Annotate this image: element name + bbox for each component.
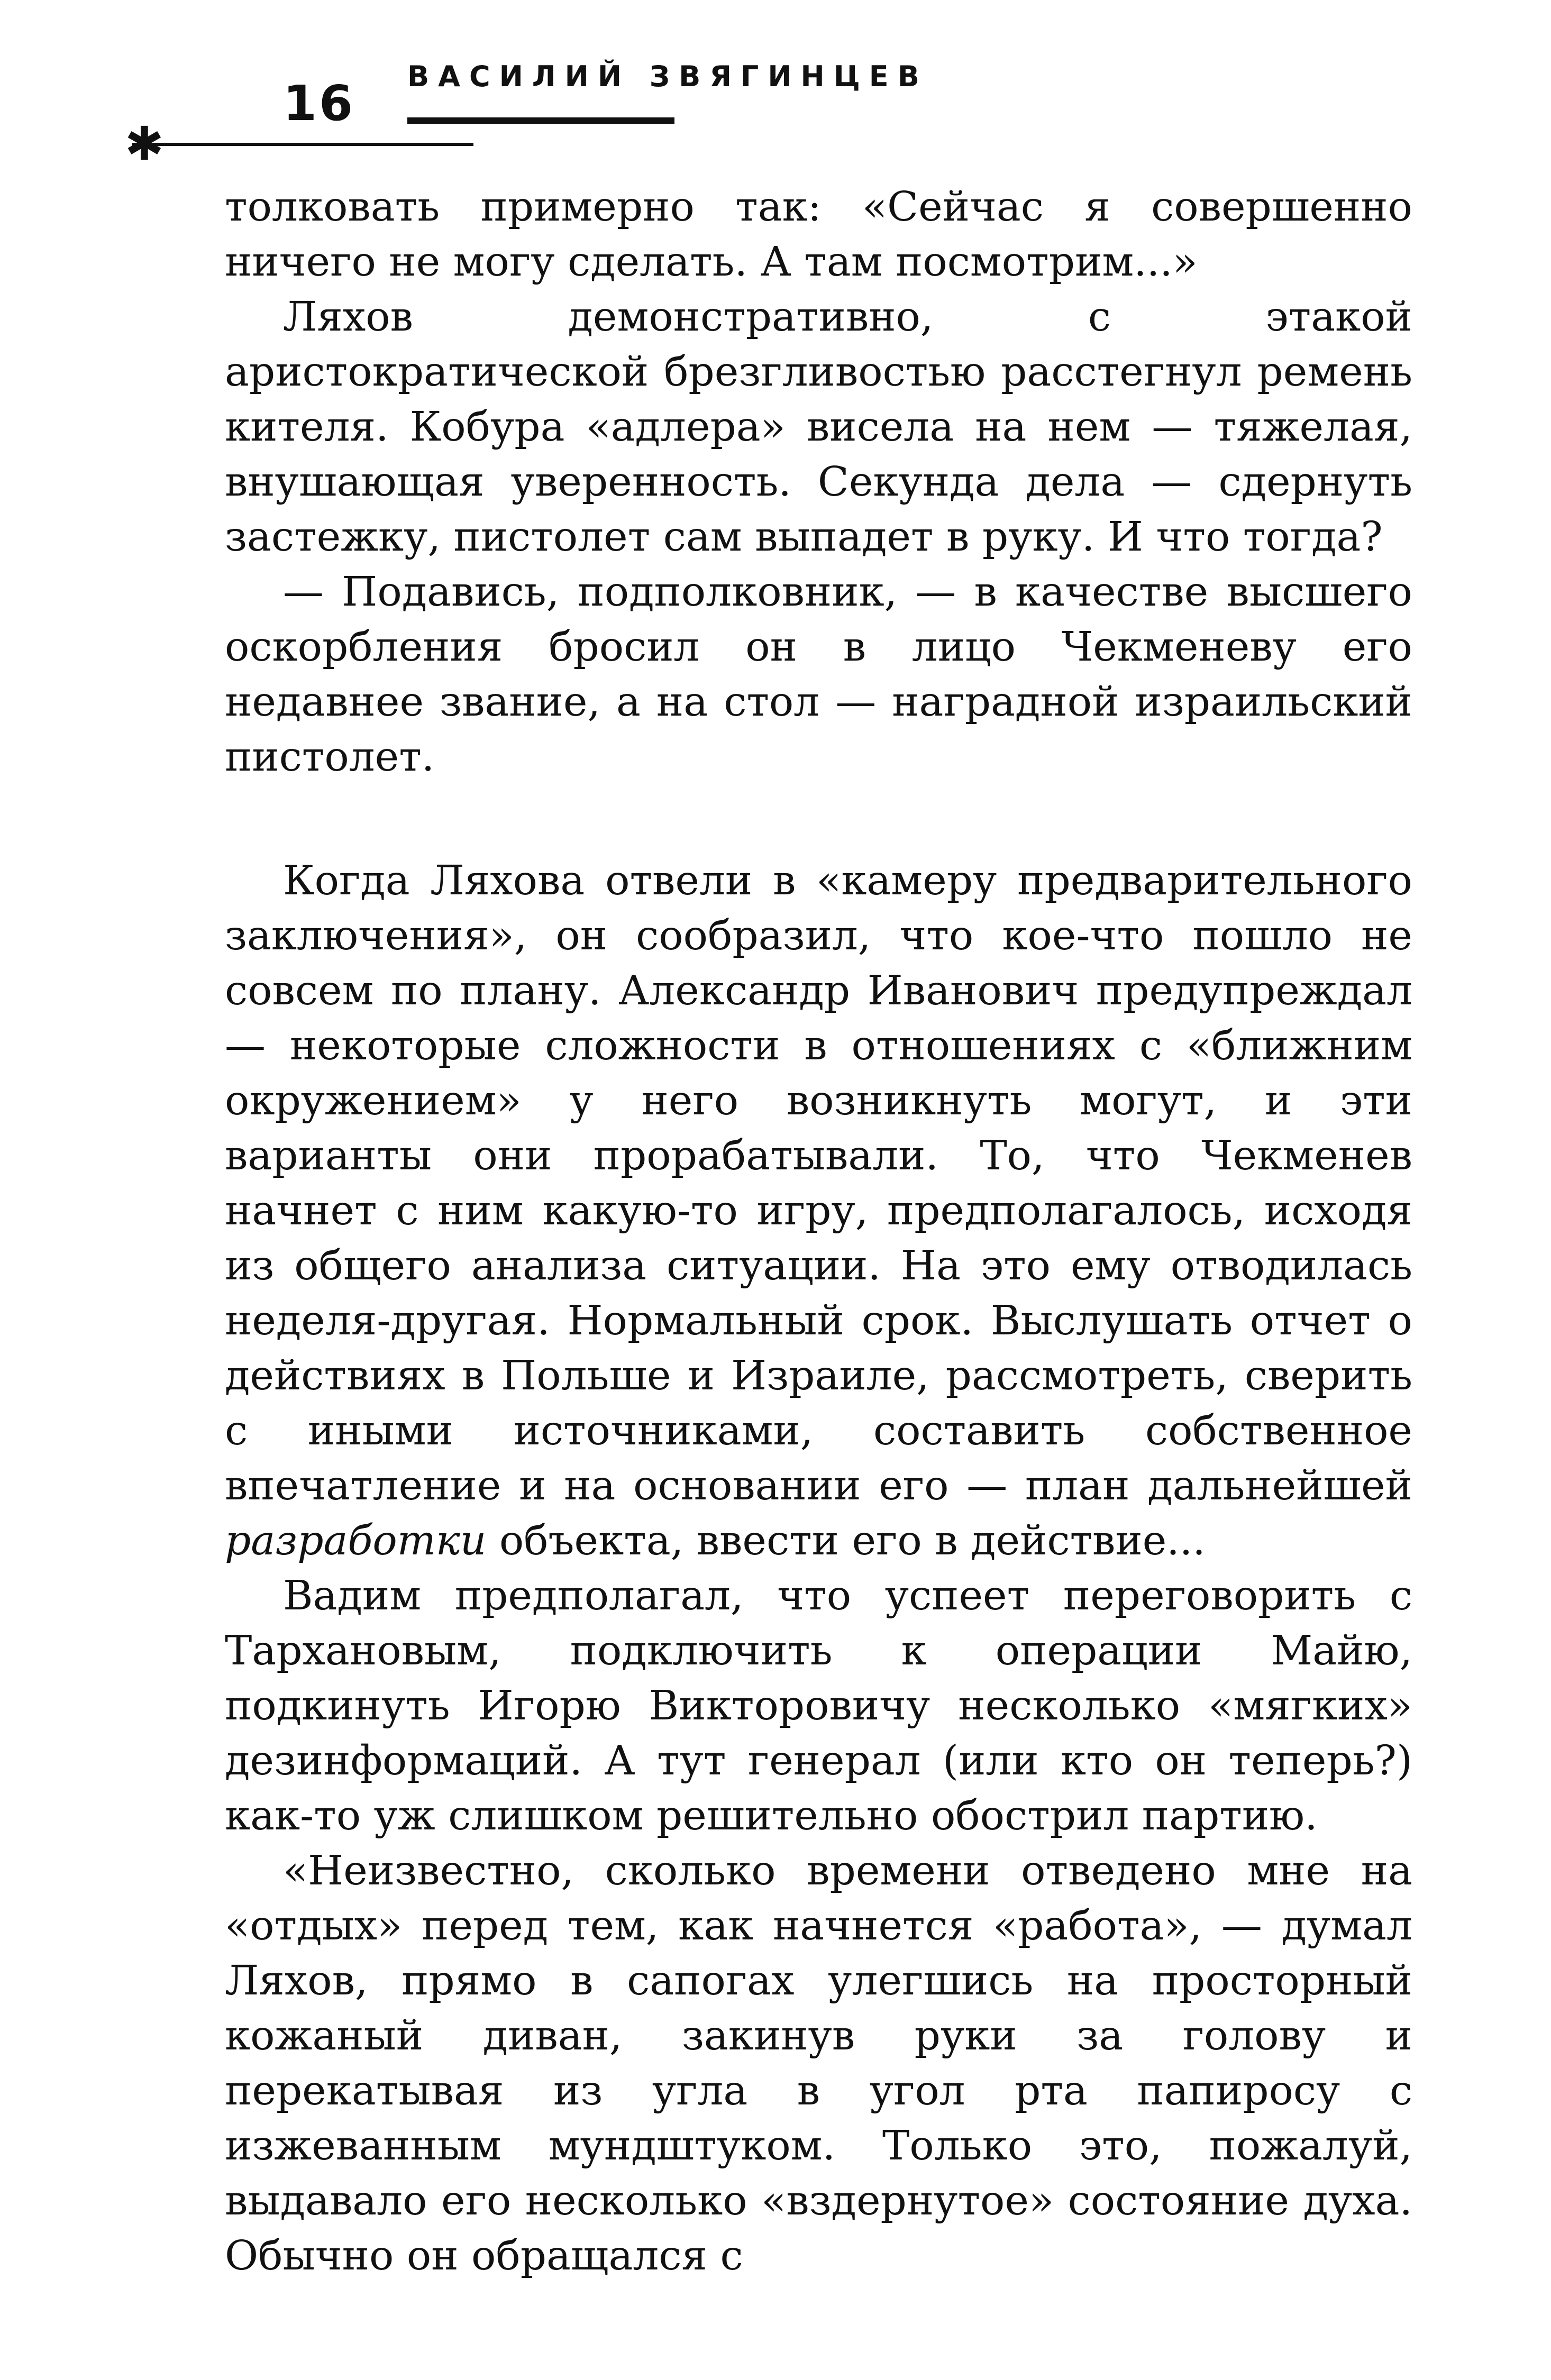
paragraph-4 (225, 854, 1412, 1569)
paragraph-6: «Неизвестно, сколько времени отведено мне на «отдых» перед тем, как начнется «работа», — думал Ляхов, прямо в сапогах улегшись на просторный кожаный диван, закинув руки за голову и перекатывая из угла в угол рта папиросу с изжеванным мундштуком. Только это, пожалуй, выдавало его несколько «вздернутое» состояние духа. Обычно он обращался с (225, 1847, 1412, 2280)
title-underline (407, 117, 674, 124)
section-break (225, 785, 1412, 854)
page-number: 16 (283, 75, 355, 132)
star-ornament-icon: ✱ (125, 116, 164, 171)
text-body (225, 180, 1412, 2284)
paragraph-2: Ляхов демонстративно, с этакой аристократической брезгливостью расстегнул ремень кителя. Кобура «адлера» висела на нем — тяжелая, внушающая уверенность. Секунда дела — сдернуть застежку, пистолет сам выпадет в руку. И что тогда? (225, 294, 1412, 561)
paragraph-1: толковать примерно так: «Сейчас я совершенно ничего не могу сделать. А там посмотрим...» (225, 184, 1412, 286)
paragraph-4-text: Когда Ляхова отвели в «камеру предварительного заключения», он сообразил, что кое-что пошло не совсем по плану. Александр Иванович предупреждал — некоторые сложности в отношениях с «ближним окружением» у него возникнуть могут, и эти варианты они прорабатывали. То, что Чекменев начнет с ним какую-то игру, предполагалось, исходя из общего анализа ситуации. На это ему отводилась неделя-другая. Нормальный срок. Выслушать отчет о действиях в Польше и Израиле, рассмотреть, сверить с иными источниками, составить собственное впечатление и на основании его — план дальнейшей (225, 857, 1412, 1509)
paragraph-4-emphasis: разработки (225, 1517, 487, 1564)
header-rule (132, 143, 473, 146)
paragraph-4-tail: объекта, ввести его в действие... (486, 1517, 1206, 1564)
paragraph-3: — Подавись, подполковник, — в качестве высшего оскорбления бросил он в лицо Чекменеву его недавнее звание, а на стол — наградной израильский пистолет. (225, 569, 1412, 781)
paragraph-5: Вадим предполагал, что успеет переговорить с Тархановым, подключить к операции Майю, подкинуть Игорю Викторовичу несколько «мягких» дезинформаций. А тут генерал (или кто он теперь?) как-то уж слишком решительно обострил партию. (225, 1572, 1412, 1839)
running-title: ВАСИЛИЙ ЗВЯГИНЦЕВ (407, 60, 928, 93)
